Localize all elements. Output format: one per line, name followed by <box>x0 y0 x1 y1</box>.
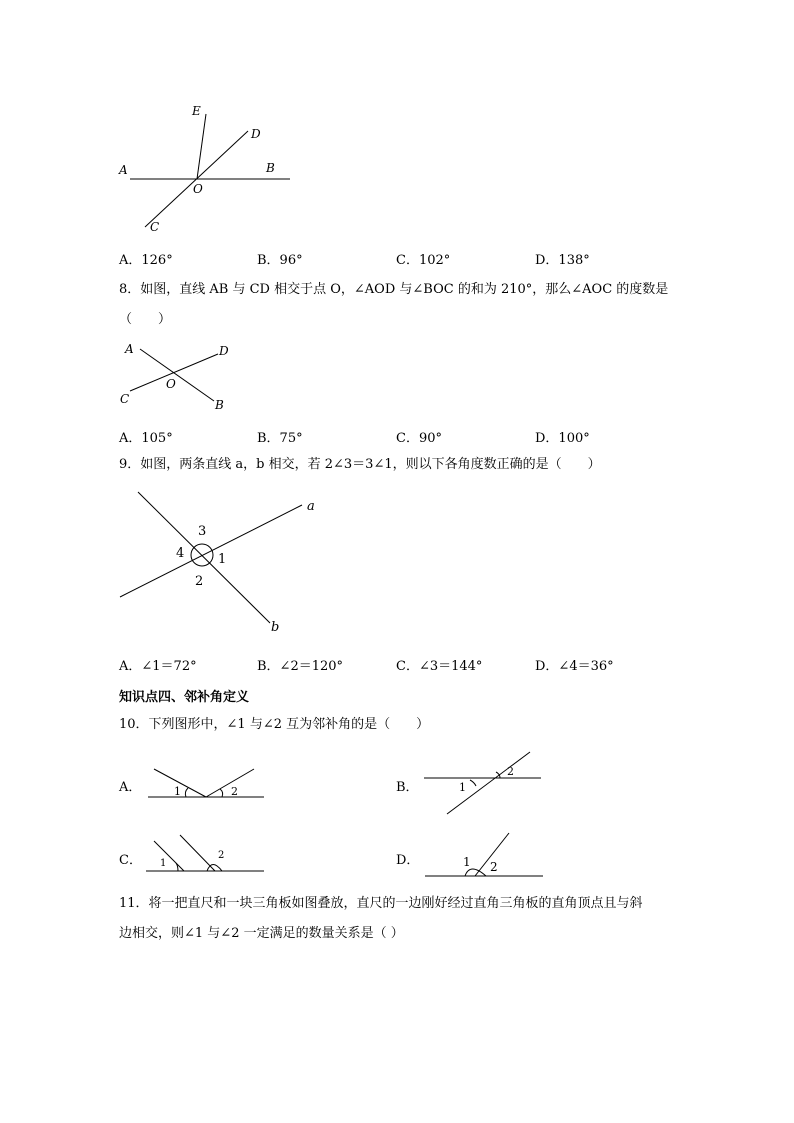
q11-question-line1: 11．将一把直尺和一块三角板如图叠放，直尺的一边刚好经过直角三角板的直角顶点且与斜 <box>119 896 643 911</box>
q10b-angle-2: 2 <box>507 765 514 778</box>
point-label-c: C <box>120 392 130 406</box>
q10-figure-d <box>425 833 543 876</box>
q10c-angle-2: 2 <box>218 850 225 861</box>
q9-question: 9．如图，两条直线 a，b 相交，若 2∠3＝3∠1，则以下各角度数正确的是（ ） <box>119 457 601 472</box>
q7-option-a: A．126° <box>119 253 173 268</box>
q8-question-line2: （ ） <box>119 312 172 327</box>
q10b-angle-1: 1 <box>459 781 466 794</box>
q8-option-b: B．75° <box>257 431 303 446</box>
q9-option-b: B．∠2＝120° <box>257 659 344 674</box>
q8-option-d: D．100° <box>535 431 590 446</box>
line-label-a: a <box>307 499 315 514</box>
angle-label-4: 4 <box>176 546 185 561</box>
q9-option-c: C．∠3＝144° <box>396 659 483 674</box>
q10c-angle-1: 1 <box>160 858 167 869</box>
q10-option-b-letter: B． <box>396 780 419 795</box>
angle-label-1: 1 <box>218 552 227 567</box>
q7-option-b: B．96° <box>257 253 303 268</box>
q10a-angle-1: 1 <box>174 785 181 798</box>
q10-question: 10．下列图形中，∠1 与∠2 互为邻补角的是（ ） <box>119 717 430 732</box>
q8-option-c: C．90° <box>396 431 442 446</box>
q10-option-a-letter: A． <box>119 780 142 795</box>
q10-option-c-letter: C． <box>119 853 142 868</box>
point-label-a: A <box>119 163 128 177</box>
point-label-a: A <box>125 342 134 356</box>
q10d-angle-2: 2 <box>490 860 498 874</box>
point-label-b: B <box>215 398 224 412</box>
line-label-b: b <box>271 620 280 635</box>
q7-option-d: D．138° <box>535 253 590 268</box>
q11-question-line2: 边相交，则∠1 与∠2 一定满足的数量关系是（ ） <box>119 926 404 941</box>
q9-option-d: D．∠4＝36° <box>535 659 614 674</box>
q10-option-d-letter: D． <box>396 853 420 868</box>
point-label-o: O <box>166 377 176 391</box>
point-label-c: C <box>150 220 160 234</box>
section-heading: 知识点四、邻补角定义 <box>119 690 250 705</box>
q10-figure-a <box>148 769 264 797</box>
angle-label-3: 3 <box>198 524 207 539</box>
point-label-o: O <box>193 182 203 196</box>
point-label-b: B <box>266 161 275 175</box>
point-label-e: E <box>192 104 201 118</box>
q8-option-a: A．105° <box>119 431 173 446</box>
angle-label-2: 2 <box>195 574 204 589</box>
q9-option-a: A．∠1＝72° <box>119 659 197 674</box>
q8-question-line1: 8．如图，直线 AB 与 CD 相交于点 O，∠AOD 与∠BOC 的和为 210°，那么∠AOC 的度数是 <box>119 282 669 297</box>
point-label-d: D <box>251 127 261 141</box>
point-label-d: D <box>219 344 229 358</box>
q10-figure-b <box>424 752 541 814</box>
q10a-angle-2: 2 <box>231 785 238 798</box>
q7-option-c: C．102° <box>396 253 451 268</box>
q10d-angle-1: 1 <box>463 855 471 869</box>
